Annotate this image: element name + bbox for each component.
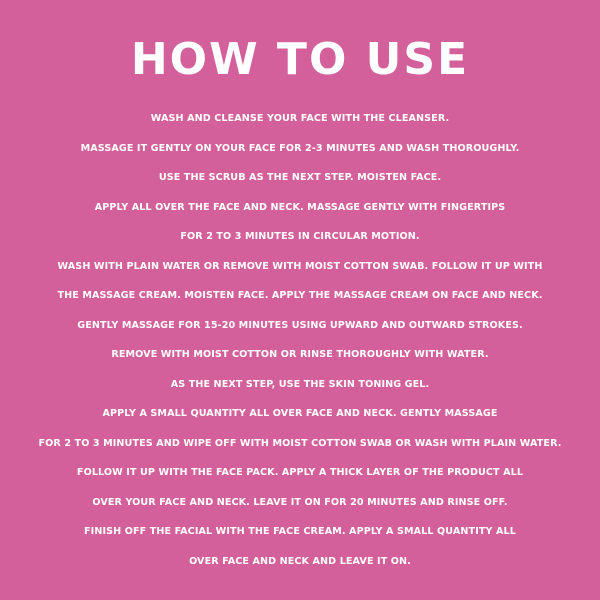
instruction-line: GENTLY MASSAGE FOR 15-20 MINUTES USING UPWARD AND OUTWARD STROKES. bbox=[77, 319, 523, 331]
page-title: HOW TO USE bbox=[130, 34, 470, 85]
instruction-line: FINISH OFF THE FACIAL WITH THE FACE CREAM. APPLY A SMALL QUANTITY ALL bbox=[84, 526, 516, 537]
instruction-line: APPLY ALL OVER THE FACE AND NECK. MASSAGE GENTLY WITH FINGERTIPS bbox=[94, 201, 506, 213]
instruction-line: FOR 2 TO 3 MINUTES IN CIRCULAR MOTION. bbox=[180, 231, 420, 242]
instruction-line: MASSAGE IT GENTLY ON YOUR FACE FOR 2-3 MINUTES AND WASH THOROUGHLY. bbox=[80, 142, 520, 154]
instruction-line: REMOVE WITH MOIST COTTON OR RINSE THOROUGHLY WITH WATER. bbox=[111, 349, 489, 360]
instruction-line: OVER YOUR FACE AND NECK. LEAVE IT ON FOR 20 MINUTES AND RINSE OFF. bbox=[92, 496, 508, 508]
instruction-line: FOLLOW IT UP WITH THE FACE PACK. APPLY A THICK LAYER OF THE PRODUCT ALL bbox=[76, 467, 524, 478]
instruction-line: WASH WITH PLAIN WATER OR REMOVE WITH MOIST COTTON SWAB. FOLLOW IT UP WITH bbox=[57, 260, 543, 272]
instruction-line: AS THE NEXT STEP, USE THE SKIN TONING GEL. bbox=[170, 378, 430, 390]
instruction-line: FOR 2 TO 3 MINUTES AND WIPE OFF WITH MOIST COTTON SWAB OR WASH WITH PLAIN WATER. bbox=[38, 437, 562, 449]
instruction-line: APPLY A SMALL QUANTITY ALL OVER FACE AND NECK. GENTLY MASSAGE bbox=[102, 408, 498, 419]
instruction-line: THE MASSAGE CREAM. MOISTEN FACE. APPLY THE MASSAGE CREAM ON FACE AND NECK. bbox=[57, 290, 543, 301]
instruction-line: OVER FACE AND NECK AND LEAVE IT ON. bbox=[189, 555, 411, 567]
instruction-line: USE THE SCRUB AS THE NEXT STEP. MOISTEN FACE. bbox=[158, 172, 442, 183]
instruction-line: WASH AND CLEANSE YOUR FACE WITH THE CLEANSER. bbox=[150, 113, 450, 124]
instructions-list bbox=[0, 104, 600, 576]
